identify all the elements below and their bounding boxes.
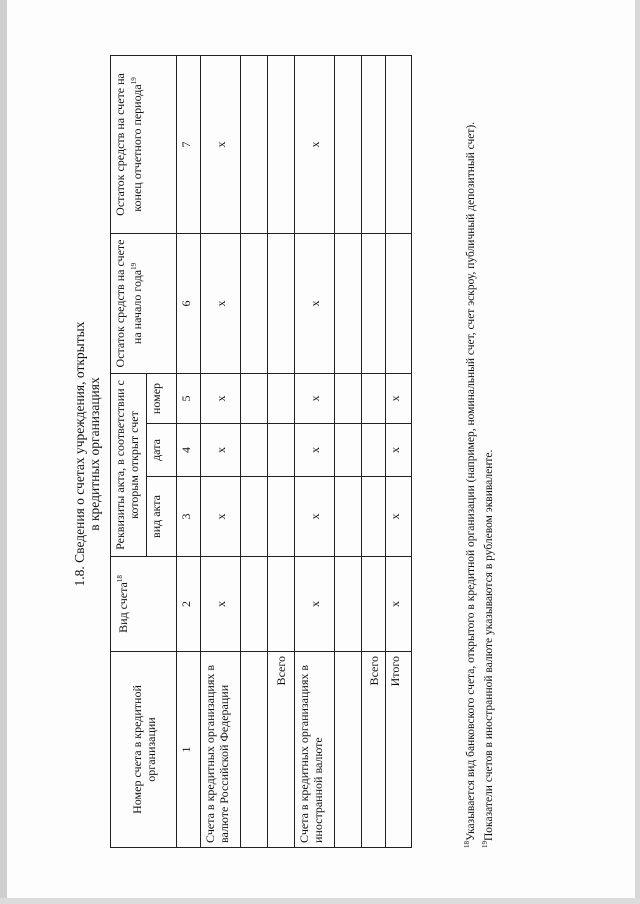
table-row-fx-accounts xyxy=(295,55,335,847)
subtotal-label-fx: Всего xyxy=(362,652,386,848)
header-act-number: номер xyxy=(147,373,177,423)
header-account-number: Номер счета в кредитной организации xyxy=(111,652,177,848)
table-cell xyxy=(335,373,362,423)
footnote-19: $^{19}$Показатели счетов в иностранной валюте указываются в рублевом эквиваленте. xyxy=(480,449,495,848)
header-balance-end: Остаток средств на счете на конец отчетного периода$^{19}$ xyxy=(111,55,177,233)
table-cell xyxy=(362,557,386,652)
table-cell xyxy=(268,373,295,423)
table-cell: х xyxy=(386,557,412,652)
header-balance-start: Остаток средств на счете на начало года$^{19}$ xyxy=(111,233,177,373)
section-title xyxy=(72,24,102,884)
rotated-content xyxy=(20,24,620,884)
table-cell xyxy=(335,424,362,477)
table-cell: х xyxy=(295,424,335,477)
table-cell xyxy=(268,477,295,557)
table-cell xyxy=(241,652,268,848)
column-number: 2 xyxy=(177,557,201,652)
scan-edge-left xyxy=(0,0,7,904)
table-cell xyxy=(335,652,362,848)
table-cell: х xyxy=(295,55,335,233)
table-cell xyxy=(241,557,268,652)
table-cell xyxy=(335,477,362,557)
accounts-table xyxy=(110,55,412,848)
table-cell: х xyxy=(295,373,335,423)
table-row-subtotal-fx xyxy=(362,55,386,847)
table-cell xyxy=(386,55,412,233)
table-cell xyxy=(386,233,412,373)
header-act-type: вид акта xyxy=(147,477,177,557)
table-cell: х xyxy=(201,477,241,557)
table-cell: х xyxy=(386,477,412,557)
table-cell: х xyxy=(295,477,335,557)
table-cell: х xyxy=(386,373,412,423)
column-numbers-row xyxy=(177,55,201,847)
table-cell xyxy=(335,557,362,652)
table-cell xyxy=(268,55,295,233)
section-title-line-1: 1.8. Сведения о счетах учреждения, открытых xyxy=(72,321,87,587)
table-cell: х xyxy=(201,55,241,233)
column-number: 7 xyxy=(177,55,201,233)
table-row-grand-total xyxy=(386,55,412,847)
table-cell xyxy=(241,233,268,373)
table-cell xyxy=(268,233,295,373)
column-number: 4 xyxy=(177,424,201,477)
table-cell: х xyxy=(295,557,335,652)
footnotes xyxy=(460,56,496,848)
table-cell xyxy=(241,55,268,233)
row-label-fx-accounts: Счета в кредитных организациях в иностранной валюте xyxy=(295,652,335,848)
table-cell xyxy=(241,477,268,557)
table-cell xyxy=(335,55,362,233)
grand-total-label: Итого xyxy=(386,652,412,848)
table-cell: х xyxy=(386,424,412,477)
column-number: 3 xyxy=(177,477,201,557)
table-cell xyxy=(362,424,386,477)
table-cell xyxy=(268,424,295,477)
table-cell xyxy=(362,477,386,557)
table-cell: х xyxy=(201,233,241,373)
table-cell: х xyxy=(201,557,241,652)
table-cell: х xyxy=(201,424,241,477)
scan-edge-right xyxy=(635,0,640,904)
table-cell xyxy=(362,233,386,373)
subtotal-label-rub: Всего xyxy=(268,652,295,848)
header-act-details: Реквизиты акта, в соответствии с которым открыт счет xyxy=(111,373,147,556)
table-cell xyxy=(335,233,362,373)
table-row-rub-accounts xyxy=(201,55,241,847)
table-row-empty xyxy=(335,55,362,847)
table-cell xyxy=(241,373,268,423)
header-account-type: Вид счета$^{18}$ xyxy=(111,557,177,652)
table-row-empty xyxy=(241,55,268,847)
table-cell xyxy=(362,55,386,233)
table-cell xyxy=(362,373,386,423)
scan-edge-bottom xyxy=(0,898,640,904)
header-act-date: дата xyxy=(147,424,177,477)
column-number: 5 xyxy=(177,373,201,423)
row-label-rub-accounts: Счета в кредитных организациях в валюте Российской Федерации xyxy=(201,652,241,848)
column-number: 6 xyxy=(177,233,201,373)
table-row-subtotal-rub xyxy=(268,55,295,847)
table-cell xyxy=(241,424,268,477)
footnote-18: $^{18}$Указывается вид банковского счета, открытого в кредитной организации (например, номинальный счет, счет эскроу, публичный депозитный счет). xyxy=(463,121,477,848)
column-number: 1 xyxy=(177,652,201,848)
section-title-line-2: в кредитных организациях xyxy=(87,377,102,531)
table-cell: х xyxy=(201,373,241,423)
table-cell xyxy=(268,557,295,652)
table-cell: х xyxy=(295,233,335,373)
